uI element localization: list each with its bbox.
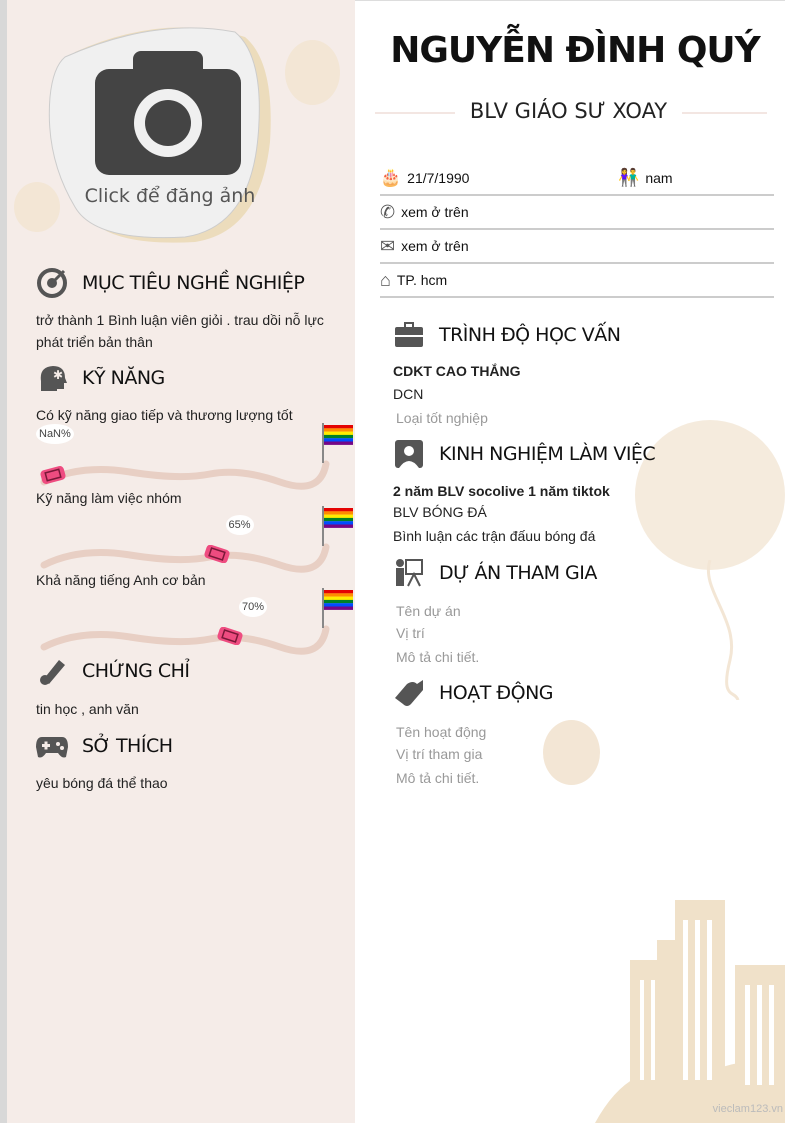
skill-name[interactable]: Khả năng tiếng Anh cơ bản: [36, 572, 206, 588]
balloon-decoration: [543, 720, 600, 785]
camera-icon: [95, 47, 243, 177]
hobbies-text[interactable]: yêu bóng đá thể thao: [36, 775, 168, 791]
skill-percent-bubble: NaN%: [36, 424, 74, 444]
birthday-cake-icon: 🎂: [380, 168, 402, 187]
activity-role-field[interactable]: Vị trí tham gia: [396, 746, 483, 762]
education-major[interactable]: DCN: [393, 386, 424, 402]
info-row-phone: [380, 196, 774, 230]
phone-icon: ✆: [380, 201, 396, 222]
divider: [375, 112, 455, 114]
project-role-field[interactable]: Vị trí: [396, 625, 425, 641]
experience-company[interactable]: 2 năm BLV socolive 1 năm tiktok: [393, 483, 610, 499]
skill-road-track: [40, 537, 330, 573]
email-value[interactable]: xem ở trên: [401, 238, 469, 254]
experience-position[interactable]: BLV BÓNG ĐÁ: [393, 504, 487, 520]
skill-percent-bubble: 70%: [239, 597, 267, 617]
gamepad-icon: [36, 731, 68, 761]
skill-name[interactable]: Kỹ năng làm việc nhóm: [36, 490, 182, 506]
projects-heading: DỰ ÁN THAM GIA: [439, 562, 597, 584]
rainbow-flag-icon: [320, 423, 354, 463]
activity-name-field[interactable]: Tên hoạt động: [396, 724, 487, 740]
experience-heading: KINH NGHIỆM LÀM VIỆC: [439, 443, 656, 465]
balloon-string: [690, 560, 750, 700]
gender-icon: 👫: [618, 168, 640, 187]
skill-road-track: [40, 619, 330, 655]
skill-road-track: [40, 454, 330, 490]
objective-text[interactable]: trở thành 1 Bình luận viên giỏi . trau dồi nỗ lực phát triển bản thân: [36, 312, 324, 350]
upload-photo-button[interactable]: [70, 45, 270, 225]
gender-value[interactable]: nam: [645, 170, 673, 186]
education-grade-field[interactable]: Loại tốt nghiệp: [396, 410, 488, 426]
car-progress-marker[interactable]: [217, 627, 243, 645]
briefcase-icon: [393, 320, 425, 350]
skills-heading: KỸ NĂNG: [82, 367, 165, 389]
address-value[interactable]: TP. hcm: [396, 272, 448, 288]
user-profile-icon: [393, 439, 425, 469]
rainbow-flag-icon: [320, 588, 354, 628]
divider: [682, 112, 767, 114]
certificates-heading: CHỨNG CHỈ: [82, 660, 190, 682]
activities-heading: HOẠT ĐỘNG: [439, 682, 553, 704]
experience-section-header: [393, 439, 655, 469]
projects-section-header: [393, 558, 597, 588]
education-school[interactable]: CDKT CAO THẮNG: [393, 363, 521, 379]
candidate-name: NGUYỄN ĐÌNH QUÝ: [390, 30, 760, 71]
skills-section-header: [36, 363, 165, 393]
envelope-icon: ✉: [380, 235, 396, 256]
project-name-field[interactable]: Tên dự án: [396, 603, 461, 619]
education-heading: TRÌNH ĐỘ HỌC VẤN: [439, 324, 621, 346]
info-row-birthday-gender: [380, 162, 774, 196]
job-title: BLV GIÁO SƯ XOAY: [469, 99, 668, 123]
project-description-field[interactable]: Mô tả chi tiết.: [396, 649, 480, 665]
certificates-text[interactable]: tin học , anh văn: [36, 701, 139, 717]
handshake-icon: [393, 678, 425, 708]
watermark: vieclam123.vn: [712, 1103, 783, 1115]
car-progress-marker[interactable]: [40, 466, 66, 484]
car-progress-marker[interactable]: [204, 545, 230, 563]
city-buildings-decoration: [595, 900, 785, 1123]
target-icon: [36, 268, 68, 298]
skill-percent-bubble: 65%: [226, 515, 254, 535]
presentation-icon: [393, 558, 425, 588]
upload-photo-label: Click để đăng ảnh: [84, 185, 256, 207]
phone-value[interactable]: xem ở trên: [401, 204, 469, 220]
home-icon: ⌂: [380, 269, 391, 290]
page-edge: [0, 0, 7, 1123]
certificates-section-header: [36, 656, 190, 686]
experience-description[interactable]: Bình luận các trận đấuu bóng đá: [393, 528, 596, 544]
hobbies-heading: SỞ THÍCH: [82, 735, 173, 757]
rainbow-flag-icon: [320, 506, 354, 546]
activities-section-header: [393, 678, 553, 708]
objective-section-header: [36, 268, 304, 298]
objective-heading: MỤC TIÊU NGHỀ NGHIỆP: [82, 272, 305, 294]
certificate-scroll-icon: [36, 656, 68, 686]
head-gear-icon: [36, 363, 68, 393]
svg-text:✱: ✱: [53, 368, 64, 382]
hobbies-section-header: [36, 731, 173, 761]
skill-name[interactable]: Có kỹ năng giao tiếp và thương lượng tốt: [36, 407, 293, 423]
balloon-decoration: [635, 420, 785, 570]
birthday-value[interactable]: 21/7/1990: [407, 170, 470, 186]
info-row-address: [380, 264, 774, 298]
activity-description-field[interactable]: Mô tả chi tiết.: [396, 770, 480, 786]
education-section-header: [393, 320, 620, 350]
info-row-email: [380, 230, 774, 264]
balloon-decoration: [285, 40, 340, 105]
